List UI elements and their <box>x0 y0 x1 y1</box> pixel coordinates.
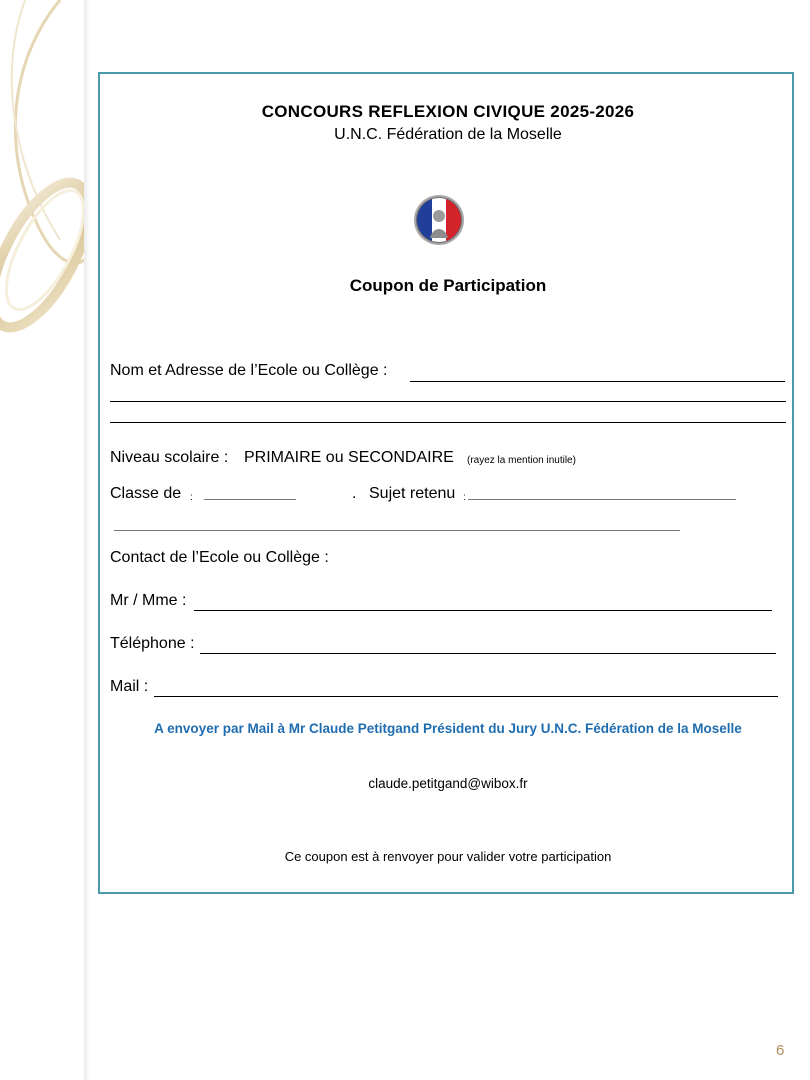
coupon-frame <box>98 72 794 894</box>
federation-subtitle: U.N.C. Fédération de la Moselle <box>334 126 562 143</box>
school-level-label: Niveau scolaire : <box>110 449 229 466</box>
contest-title: CONCOURS REFLEXION CIVIQUE 2025-2026 <box>261 102 635 121</box>
school-address-field-line-3[interactable] <box>110 422 786 423</box>
subject-field[interactable] <box>468 499 736 500</box>
school-name-label: Nom et Adresse de l’Ecole ou Collège : <box>110 362 388 379</box>
mail-label: Mail : <box>110 678 149 695</box>
coupon-title: Coupon de Participation <box>349 276 547 295</box>
subject-label: Sujet retenu <box>369 485 456 502</box>
separator-dot: . <box>352 485 357 502</box>
class-label: Classe de <box>110 485 182 502</box>
contact-email[interactable]: claude.petitgand@wibox.fr <box>368 776 528 791</box>
class-colon: : <box>190 492 193 503</box>
send-instruction: A envoyer par Mail à Mr Claude Petitgand Président du Jury U.N.C. Fédération de la Moselle <box>154 721 742 736</box>
phone-field[interactable] <box>200 653 776 654</box>
subject-colon: : <box>463 492 466 503</box>
contact-heading: Contact de l’Ecole ou Collège : <box>110 549 329 566</box>
footer-note: Ce coupon est à renvoyer pour valider votre participation <box>284 849 612 864</box>
contact-person-field[interactable] <box>194 610 772 611</box>
unc-tricolor-emblem-icon <box>413 194 465 246</box>
school-address-field-line-2[interactable] <box>110 401 786 402</box>
school-name-field[interactable] <box>410 381 785 382</box>
contact-person-label: Mr / Mme : <box>110 592 187 609</box>
school-level-note: (rayez la mention inutile) <box>467 455 576 466</box>
page-number: 6 <box>776 1042 785 1059</box>
subject-field-line-2[interactable] <box>114 530 680 531</box>
phone-label: Téléphone : <box>110 635 195 652</box>
class-field[interactable] <box>204 499 296 500</box>
page-edge-shadow <box>84 0 90 1080</box>
school-level-options[interactable]: PRIMAIRE ou SECONDAIRE <box>244 449 454 466</box>
decorative-ribbon <box>0 0 90 1080</box>
mail-field[interactable] <box>154 696 778 697</box>
